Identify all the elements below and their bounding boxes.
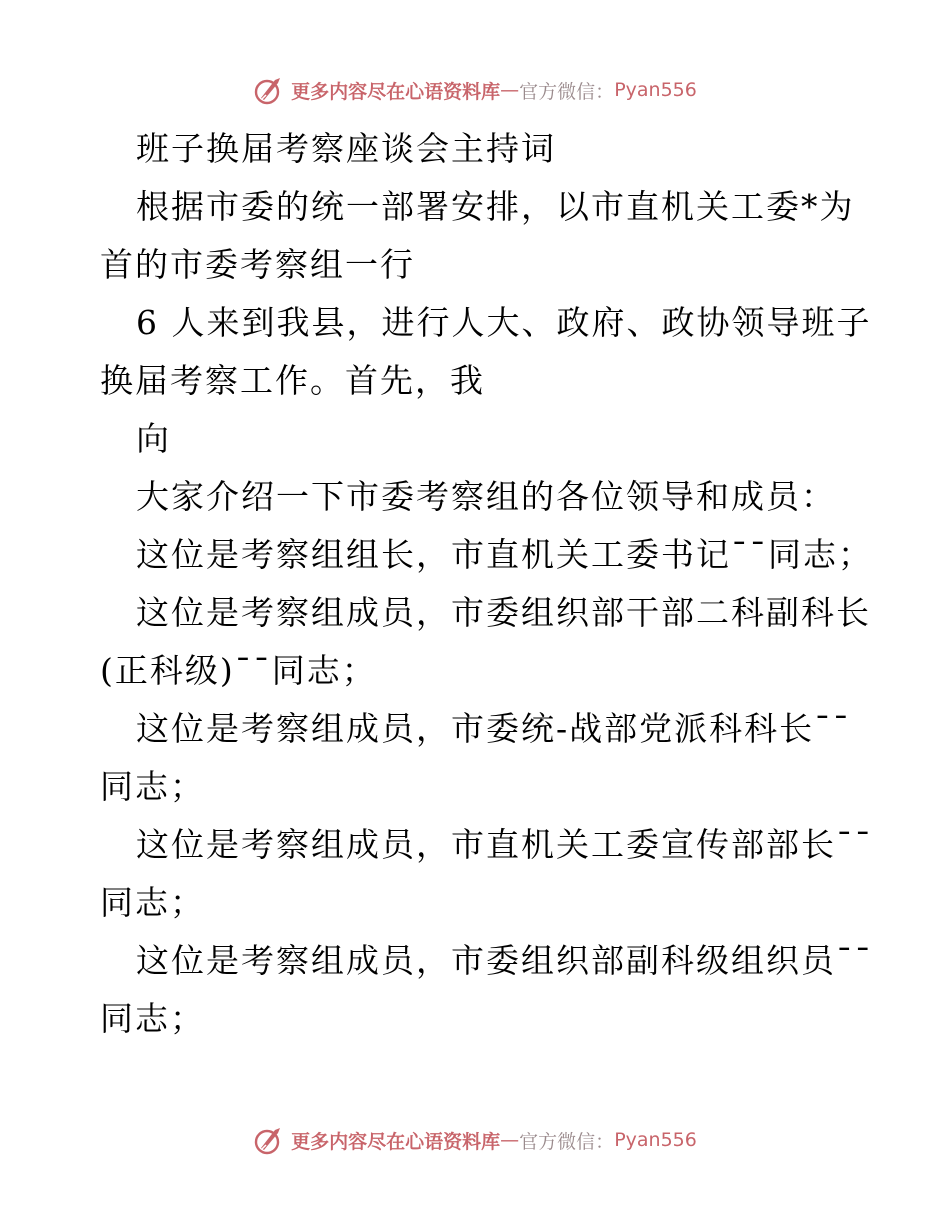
- banner-wechat-label: 官方微信：: [519, 80, 615, 103]
- paragraph-line: 大家介绍一下市委考察组的各位领导和成员：: [136, 477, 836, 516]
- paragraph-line: 这位是考察组成员，市直机关工委宣传部部长¯¯: [136, 825, 873, 864]
- paragraph-line: 这位是考察组成员，市委统-战部党派科科长¯¯: [136, 709, 852, 748]
- paragraph-line: 同志；: [100, 883, 205, 922]
- document-title: 班子换届考察座谈会主持词: [136, 129, 556, 168]
- paragraph-line: 这位是考察组成员，市委组织部副科级组织员¯¯: [136, 941, 873, 980]
- banner-dash: —: [500, 79, 520, 101]
- footer-banner: [0, 1120, 950, 1160]
- quill-pen-logo-icon: [253, 74, 285, 106]
- paragraph-line: 这位是考察组组长，市直机关工委书记¯¯同志；: [136, 535, 873, 574]
- paragraph-line: (正科级)¯¯同志；: [100, 651, 377, 690]
- paragraph-line: 根据市委的统一部署安排，以市直机关工委*为: [136, 187, 855, 226]
- paragraph-line: 换届考察工作。首先，我: [100, 361, 485, 400]
- banner-main-text: 更多内容尽在心语资料库: [291, 80, 501, 103]
- paragraph-line: 首的市委考察组一行: [100, 245, 415, 284]
- paragraph-line: 这位是考察组成员，市委组织部干部二科副科长: [136, 593, 871, 632]
- paragraph-line: 同志；: [100, 999, 205, 1038]
- banner-main-text: 更多内容尽在心语资料库: [291, 1130, 501, 1153]
- paragraph-line: 6 人来到我县，进行人大、政府、政协领导班子: [136, 303, 872, 342]
- paragraph-line: 向: [136, 419, 171, 458]
- banner-dash: —: [500, 1129, 520, 1151]
- header-banner: [0, 70, 950, 110]
- banner-wechat-label: 官方微信：: [519, 1130, 615, 1153]
- banner-wechat-id: Pyan556: [614, 79, 697, 101]
- quill-pen-logo-icon: [253, 1124, 285, 1156]
- paragraph-line: 同志；: [100, 767, 205, 806]
- banner-wechat-id: Pyan556: [614, 1129, 697, 1151]
- document-body: [100, 120, 873, 1048]
